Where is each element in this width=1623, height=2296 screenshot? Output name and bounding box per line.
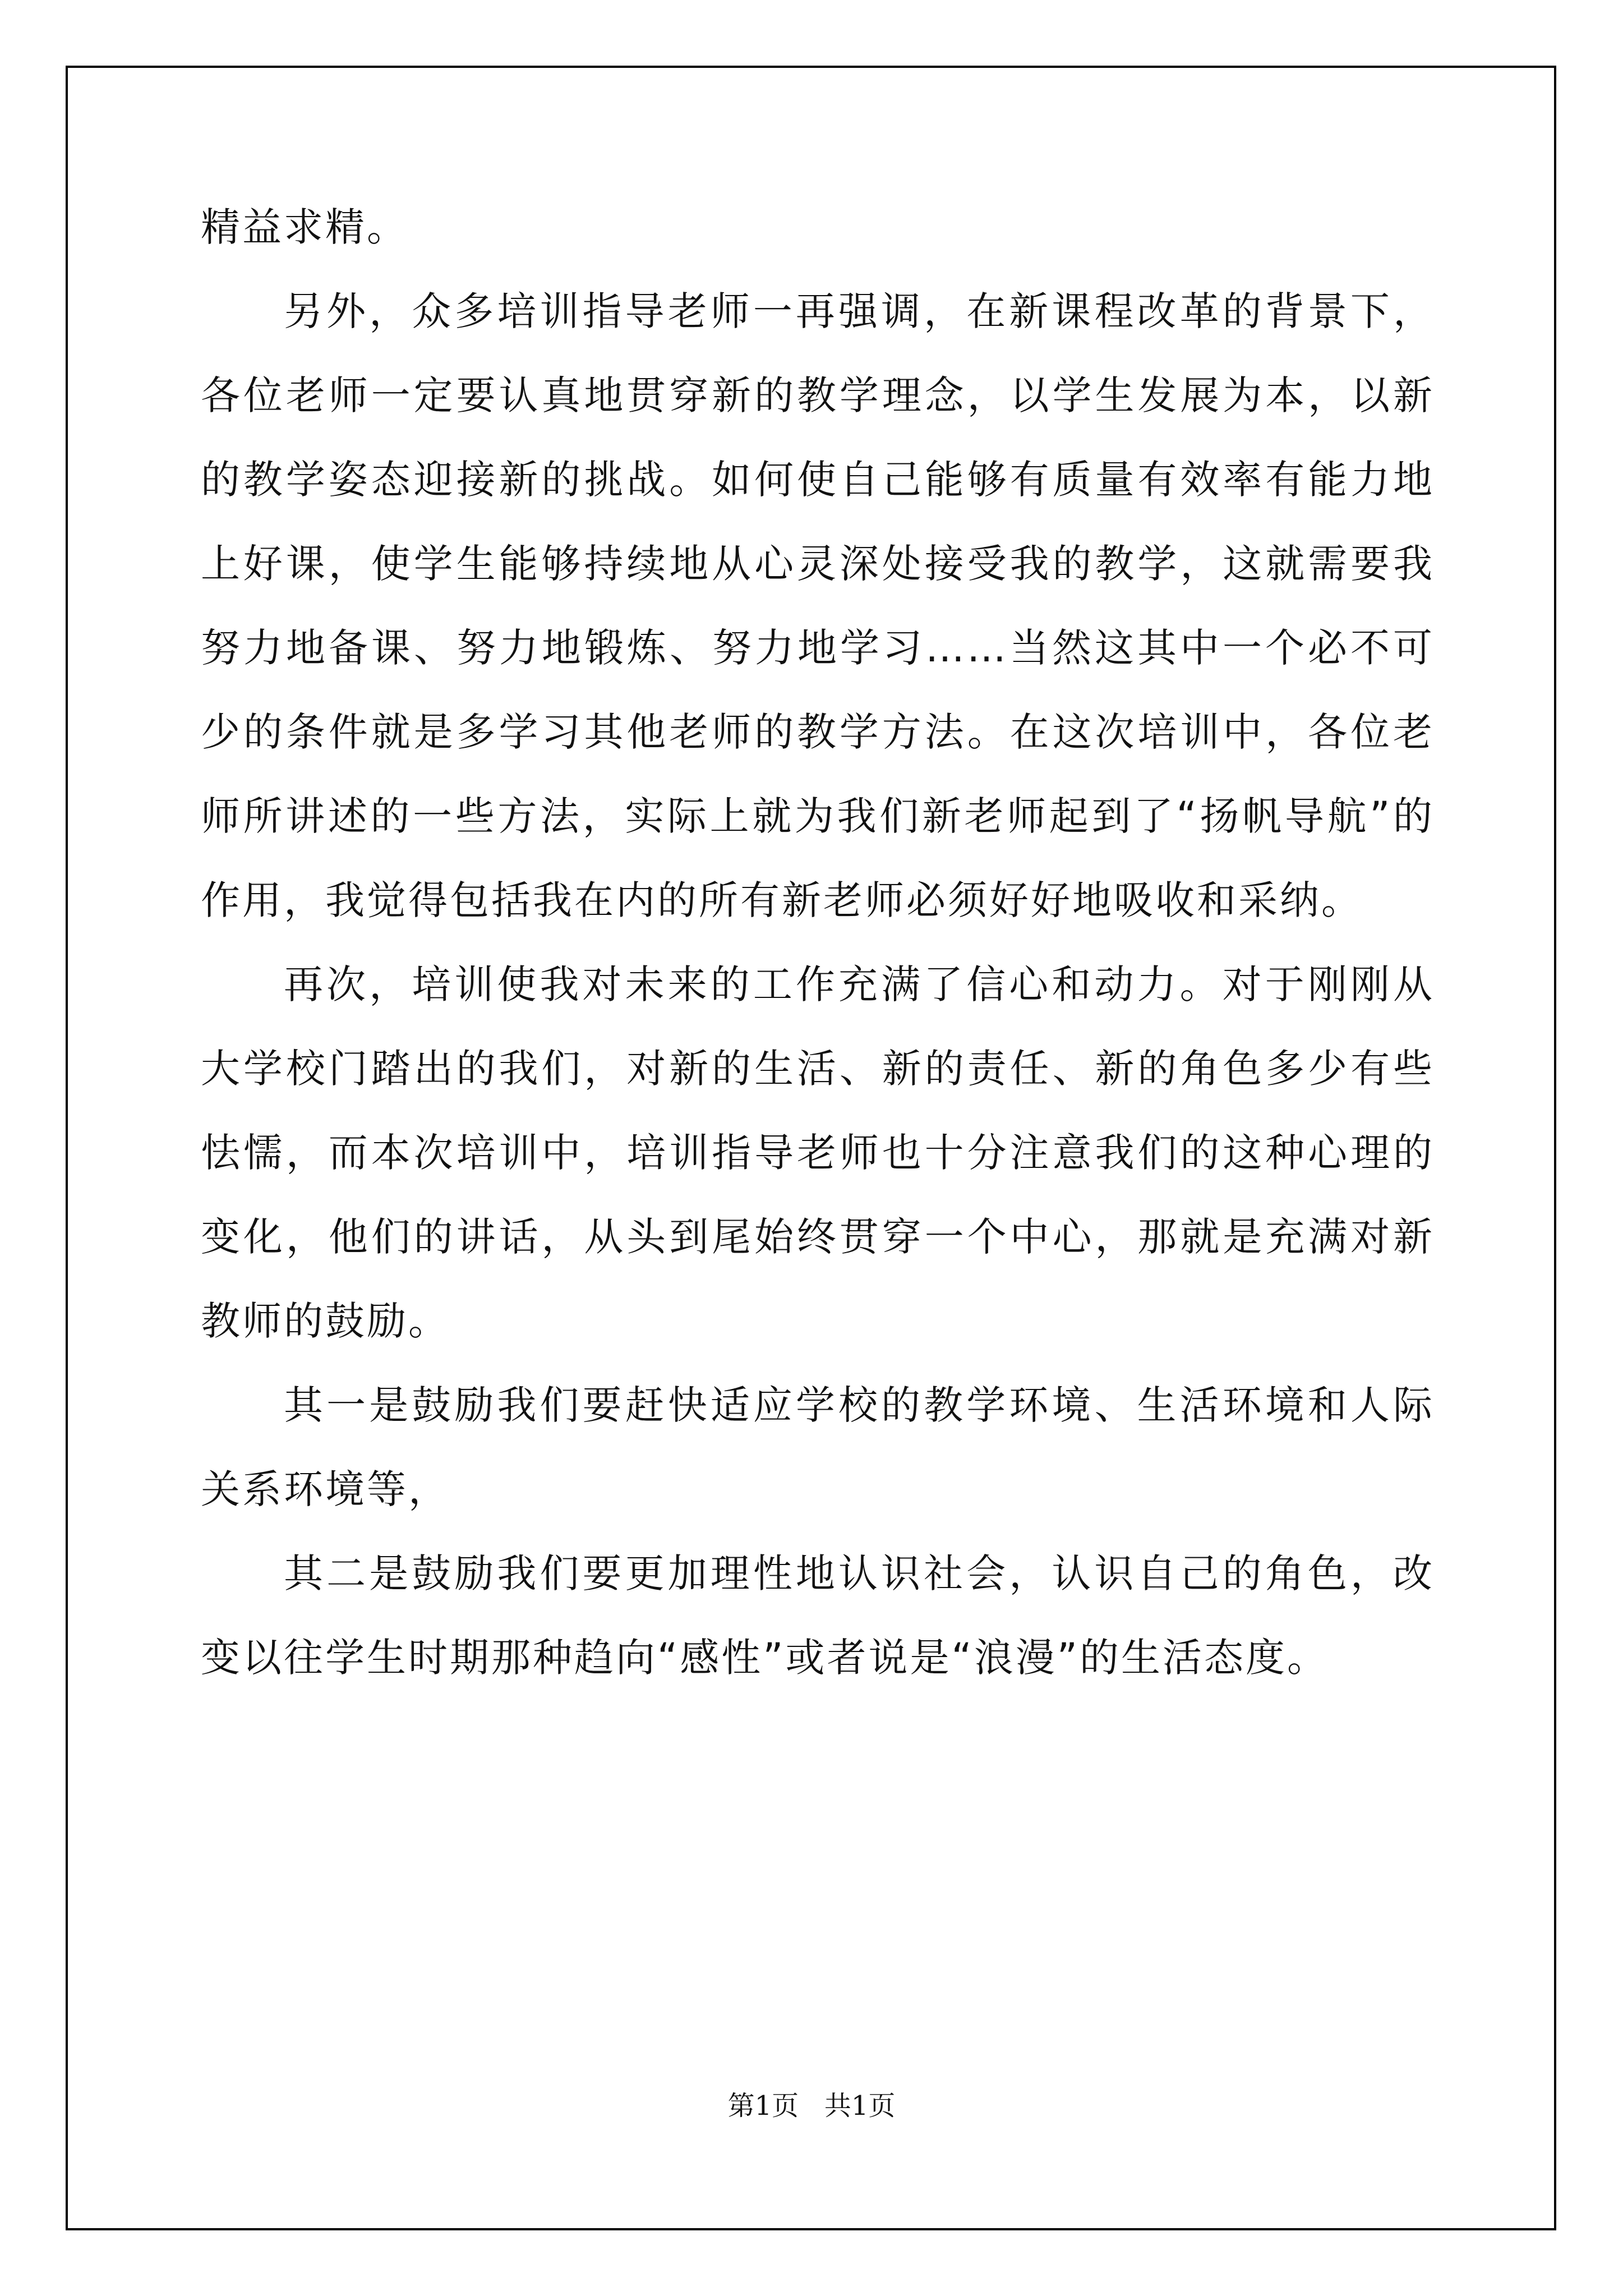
document-body xyxy=(201,185,1435,1700)
page-number-footer: 第1页 共1页 xyxy=(727,2090,896,2122)
paragraph-5: 其二是鼓励我们要更加理性地认识社会，认识自己的角色，改变以往学生时期那种趋向“感性”或者说是“浪漫”的生活态度。 xyxy=(201,1550,1435,1681)
paragraph-3: 再次，培训使我对未来的工作充满了信心和动力。对于刚刚从大学校门踏出的我们，对新的生活、新的责任、新的角色多少有些怯懦，而本次培训中，培训指导老师也十分注意我们的这种心理的变化，他们的讲话，从头到尾始终贯穿一个中心，那就是充满对新教师的鼓励。 xyxy=(201,961,1435,1344)
paragraph-1: 精益求精。 xyxy=(201,204,408,250)
paragraph-4: 其一是鼓励我们要赶快适应学校的教学环境、生活环境和人际关系环境等， xyxy=(201,1382,1435,1512)
paragraph-2: 另外，众多培训指导老师一再强调，在新课程改革的背景下，各位老师一定要认真地贯穿新的教学理念，以学生发展为本，以新的教学姿态迎接新的挑战。如何使自己能够有质量有效率有能力地上好课，使学生能够持续地从心灵深处接受我的教学，这就需要我努力地备课、努力地锻炼、努力地学习……当然这其中一个必不可少的条件就是多学习其他老师的教学方法。在这次培训中，各位老师所讲述的一些方法，实际上就为我们新老师起到了“扬帆导航”的作用，我觉得包括我在内的所有新老师必须好好地吸收和采纳。 xyxy=(201,288,1435,923)
